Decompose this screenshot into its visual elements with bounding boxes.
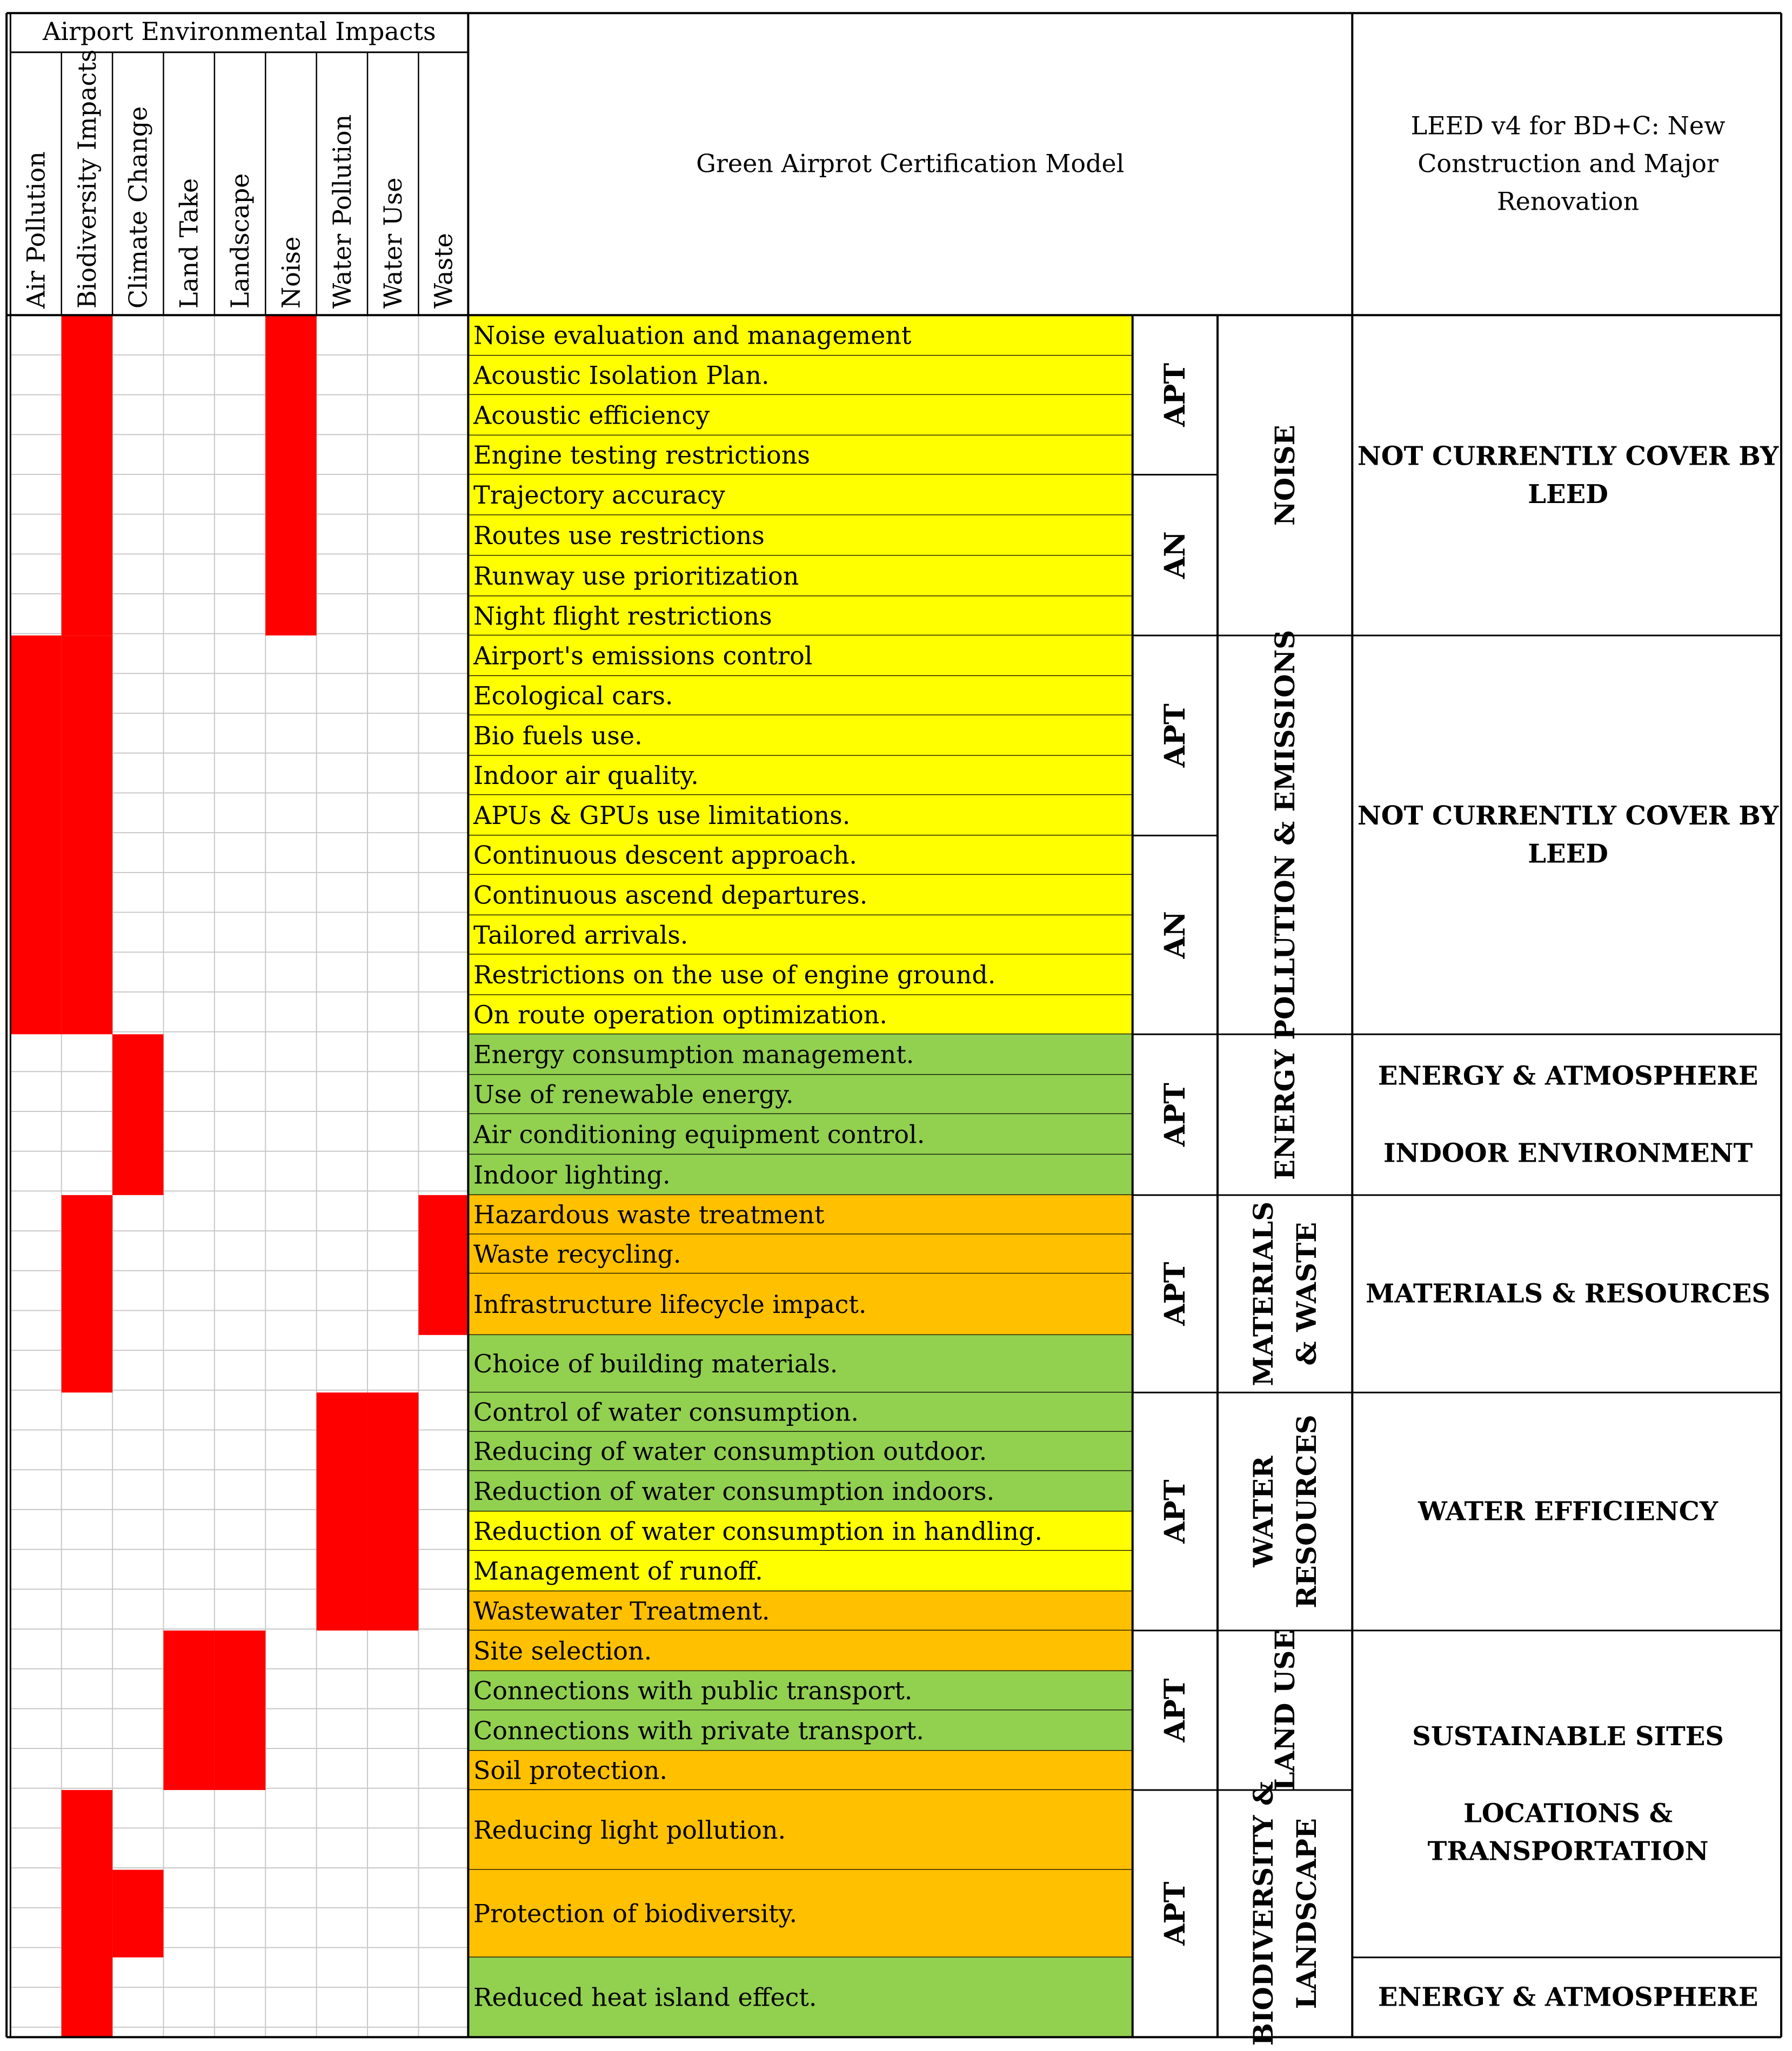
leed-category: NOT CURRENTLY COVER BY [1357, 801, 1779, 832]
model-title: Green Airprot Certification Model [696, 149, 1125, 178]
measure-label: Runway use prioritization [473, 561, 799, 591]
impact-mark-water-use [367, 1392, 418, 1630]
impact-mark-climate-change [112, 1870, 163, 1958]
leed-title: LEED v4 for BD+C: New [1410, 111, 1726, 140]
category-label: & WASTE [1290, 1222, 1323, 1366]
leed-category: ENERGY & ATMOSPHERE [1378, 1061, 1758, 1091]
measure-label: Hazardous waste treatment [473, 1200, 825, 1230]
scope-code: APT [1158, 1082, 1192, 1147]
impact-column-label: Waste [429, 233, 458, 309]
impact-mark-climate-change [112, 1034, 163, 1195]
impact-mark-waste [418, 1195, 468, 1335]
scope-code: AN [1158, 531, 1192, 579]
measure-label: Infrastructure lifecycle impact. [473, 1289, 867, 1319]
scope-code: APT [1158, 363, 1192, 427]
measure-label: Indoor lighting. [473, 1160, 671, 1190]
measure-label: Engine testing restrictions [473, 440, 810, 470]
measure-label: Reduction of water consumption in handling. [473, 1516, 1043, 1546]
impact-column-label: Air Pollution [21, 151, 51, 309]
measure-label: Wastewater Treatment. [473, 1596, 770, 1626]
impact-mark-water-pollution [317, 1392, 367, 1630]
impact-mark-biodiversity-impacts [62, 635, 112, 1034]
measure-label: Acoustic Isolation Plan. [473, 360, 770, 390]
impact-column-label: Climate Change [123, 106, 153, 309]
leed-category: MATERIALS & RESOURCES [1366, 1278, 1771, 1309]
leed-category: LEED [1528, 479, 1608, 510]
measure-label: Tailored arrivals. [473, 920, 688, 950]
impact-column-label: Water Pollution [327, 114, 357, 309]
measure-label: Continuous descent approach. [473, 840, 857, 870]
impact-column-label: Noise [276, 236, 306, 309]
impact-column-label: Water Use [378, 177, 408, 309]
measure-label: Night flight restrictions [473, 601, 772, 631]
impact-mark-biodiversity-impacts [62, 1790, 112, 2037]
category-label: LANDSCAPE [1290, 1818, 1323, 2009]
measure-label: Use of renewable energy. [473, 1080, 794, 1109]
impact-mark-landscape [215, 1631, 265, 1790]
measure-label: Protection of biodiversity. [473, 1899, 798, 1928]
leed-category: NOT CURRENTLY COVER BY [1357, 441, 1779, 472]
leed-category: TRANSPORTATION [1427, 1836, 1709, 1867]
scope-code: APT [1158, 1881, 1192, 1946]
measure-label: On route operation optimization. [473, 1000, 888, 1029]
impact-column-label: Landscape [225, 173, 255, 309]
measure-label: Management of runoff. [473, 1556, 763, 1586]
leed-category: LOCATIONS & [1463, 1798, 1673, 1829]
category-label: BIODIVERSITY & [1247, 1781, 1280, 2046]
measure-label: Routes use restrictions [473, 520, 765, 550]
measure-label: Bio fuels use. [473, 721, 643, 750]
scope-code: APT [1158, 1262, 1192, 1326]
measure-label: Soil protection. [473, 1755, 668, 1785]
measure-label: Restrictions on the use of engine ground. [473, 960, 996, 990]
impact-mark-biodiversity-impacts [62, 315, 112, 635]
measure-label: Site selection. [473, 1636, 652, 1666]
impact-column-label: Biodiversity Impacts [72, 49, 102, 309]
measure-label: Connections with public transport. [473, 1676, 913, 1706]
measure-label: Ecological cars. [473, 681, 673, 711]
impacts-title: Airport Environmental Impacts [43, 17, 436, 46]
scope-code: APT [1158, 1678, 1192, 1742]
impact-mark-biodiversity-impacts [62, 1195, 112, 1392]
impact-column-label: Land Take [174, 178, 204, 309]
leed-title: Construction and Major [1417, 149, 1719, 178]
measure-label: Air conditioning equipment control. [473, 1120, 925, 1149]
measure-label: Choice of building materials. [473, 1349, 838, 1379]
leed-category: SUSTAINABLE SITES [1412, 1721, 1724, 1752]
leed-category: INDOOR ENVIRONMENT [1383, 1138, 1753, 1169]
scope-code: AN [1158, 911, 1192, 959]
category-label: ENERGY [1269, 1049, 1301, 1180]
scope-code: APT [1158, 1479, 1192, 1544]
category-label: LAND USE [1269, 1630, 1301, 1791]
measure-label: Noise evaluation and management [473, 320, 912, 350]
scope-code: APT [1158, 703, 1192, 768]
measure-label: Trajectory accuracy [473, 480, 725, 510]
leed-category: WATER EFFICIENCY [1418, 1496, 1719, 1527]
measure-label: Indoor air quality. [473, 761, 699, 790]
measure-label: Acoustic efficiency [473, 400, 710, 430]
measure-label: Reduced heat island effect. [473, 1982, 817, 2012]
category-label: RESOURCES [1290, 1415, 1323, 1608]
measure-label: APUs & GPUs use limitations. [473, 800, 851, 830]
leed-category: ENERGY & ATMOSPHERE [1378, 1982, 1758, 2013]
measure-label: Reducing light pollution. [473, 1815, 786, 1845]
measure-label: Energy consumption management. [473, 1040, 914, 1069]
category-label: MATERIALS [1247, 1201, 1280, 1386]
leed-title: Renovation [1497, 186, 1640, 216]
measure-label: Reduction of water consumption indoors. [473, 1477, 995, 1506]
measure-label: Continuous ascend departures. [473, 880, 868, 910]
impact-mark-air-pollution [10, 635, 61, 1034]
leed-category: LEED [1528, 839, 1608, 869]
measure-label: Airport's emissions control [473, 641, 813, 671]
category-label: NOISE [1269, 425, 1301, 526]
measure-label: Reducing of water consumption outdoor. [473, 1437, 987, 1466]
impact-mark-noise [265, 315, 316, 635]
measure-label: Waste recycling. [473, 1239, 681, 1269]
category-label: POLLUTION & EMISSIONS [1269, 629, 1301, 1040]
measure-label: Control of water consumption. [473, 1397, 859, 1427]
category-label: WATER [1247, 1456, 1280, 1567]
impact-mark-land-take [164, 1631, 215, 1790]
measure-label: Connections with private transport. [473, 1715, 924, 1745]
